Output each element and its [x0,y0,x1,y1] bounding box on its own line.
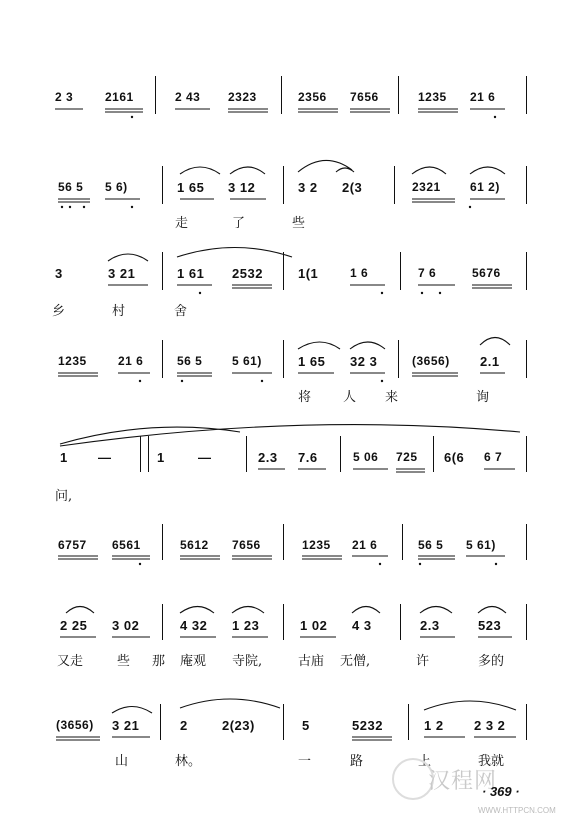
lyric: 一 [298,754,312,769]
note-group: 7656 [350,90,379,104]
note-group: 2.1 [480,354,500,369]
note-group: 6561 [112,538,141,552]
note-group: 3 [55,266,63,281]
note-group: 21 6 [118,354,144,368]
note-group: 1235 [418,90,447,104]
octave-dot [439,292,441,294]
note-group: 2 43 [175,90,201,104]
note-group: 2161 [105,90,134,104]
note-group: 2(3 [342,180,363,195]
octave-dot [131,206,133,208]
note-group: 3 21 [108,266,136,281]
note-group: 5 6) [105,180,128,194]
octave-dot [381,292,383,294]
lyric: 询 [476,390,490,405]
lyric: 古庙 [298,654,325,669]
note-group: 7 6 [418,266,437,280]
note-group: 1 [60,450,68,465]
octave-dot [139,380,141,382]
lyric: 上 [418,754,432,769]
octave-dot [83,206,85,208]
lyric: 又走 [57,654,84,669]
note-group: 6 7 [484,450,503,464]
note-group: 523 [478,618,502,633]
note-group: 2 3 [55,90,74,104]
lyric: 些 [292,216,306,231]
lyric: 问, [55,489,73,504]
lyric: 多的 [478,654,505,669]
lyric: 寺院, [232,654,263,669]
lyric: 许 [416,654,430,669]
note-group: 2321 [412,180,441,194]
lyric: 村 [112,304,126,319]
lyric: 林。 [175,754,202,769]
lyric: 将 [298,390,312,405]
slur [180,160,505,174]
octave-dot [495,563,497,565]
octave-dot [131,116,133,118]
octave-dot [379,563,381,565]
note-group: 32 3 [350,354,378,369]
octave-dot [261,380,263,382]
note-group: 3 21 [112,718,140,733]
lyric: 无僧, [340,654,371,669]
lyric: 山 [115,754,129,769]
note-group: 2 [180,718,188,733]
octave-dot [139,563,141,565]
octave-dot [469,206,471,208]
beam-line [58,373,505,376]
octave-dot [61,206,63,208]
note-group: 725 [396,450,418,464]
note-group: 5 61) [232,354,262,368]
note-group: 5232 [352,718,383,733]
note-group: 2 25 [60,618,88,633]
lyric: 庵观 [180,654,207,669]
beam-line [55,109,505,112]
lyric: 路 [350,754,364,769]
note-group: 5 61) [466,538,496,552]
watermark-url: WWW.HTTPCN.COM [478,806,556,815]
note-group: 56 5 [58,180,84,194]
note-group: 2.3 [420,618,440,633]
lyric: 走 [175,216,189,231]
note-group: 1 23 [232,618,260,633]
note-group: 4 32 [180,618,208,633]
octave-dot [494,116,496,118]
lyric: 些 [117,654,131,669]
note-group: 6757 [58,538,87,552]
note-group: (3656) [56,718,94,732]
note-group: 2323 [228,90,257,104]
note-group: 3 2 [298,180,318,195]
note-group: 1 65 [298,354,326,369]
beam-line [108,285,512,288]
octave-dot [421,292,423,294]
lyric: 人 [343,390,357,405]
note-group: 1 61 [177,266,205,281]
octave-dot [381,380,383,382]
note-group: 2(23) [222,718,255,733]
note-group: 7.6 [298,450,318,465]
note-group: 5612 [180,538,209,552]
note-group: 1235 [58,354,87,368]
beam-line [58,556,505,559]
note-group: (3656) [412,354,450,368]
note-group: 1 65 [177,180,205,195]
note-group: 1 2 [424,718,444,733]
note-group: 4 3 [352,618,372,633]
note-group: 3 02 [112,618,140,633]
beam-line [58,199,505,202]
lyric: 那 [152,654,166,669]
octave-dot [199,292,201,294]
lyric: 乡 [52,304,66,319]
note-group: 5 [302,718,310,733]
lyric: 舍 [174,304,188,319]
octave-dot [181,380,183,382]
lyric: 了 [232,216,246,231]
watermark-text: 汉程网 [428,769,498,794]
note-group: 1 [157,450,165,465]
note-group: 7656 [232,538,261,552]
note-group: 1(1 [298,266,319,281]
octave-dot [419,563,421,565]
beam-line [258,469,515,472]
note-group: 2 3 2 [474,718,506,733]
slur [112,699,516,713]
note-group: 5676 [472,266,501,280]
beam-line [56,737,516,740]
note-group: 56 5 [177,354,203,368]
page-number: · 369 · [482,784,520,799]
slur [66,607,506,614]
note-group: 61 2) [470,180,500,194]
note-group: 21 6 [470,90,496,104]
note-group: 56 5 [418,538,444,552]
note-group: 21 6 [352,538,378,552]
note-group: 2532 [232,266,263,281]
note-group: 5 06 [353,450,379,464]
note-group: 1 02 [300,618,328,633]
slur [60,425,520,446]
note-group: 1235 [302,538,331,552]
slur [298,338,510,350]
note-group: — [198,450,212,465]
octave-dot [69,206,71,208]
note-group: 3 12 [228,180,256,195]
note-group: 1 6 [350,266,369,280]
note-group: 2.3 [258,450,278,465]
note-group: 2356 [298,90,327,104]
lyric: 来 [385,390,399,405]
note-group: 6(6 [444,450,465,465]
lyric: 我就 [478,754,505,769]
note-group: — [98,450,112,465]
slur [108,248,292,262]
